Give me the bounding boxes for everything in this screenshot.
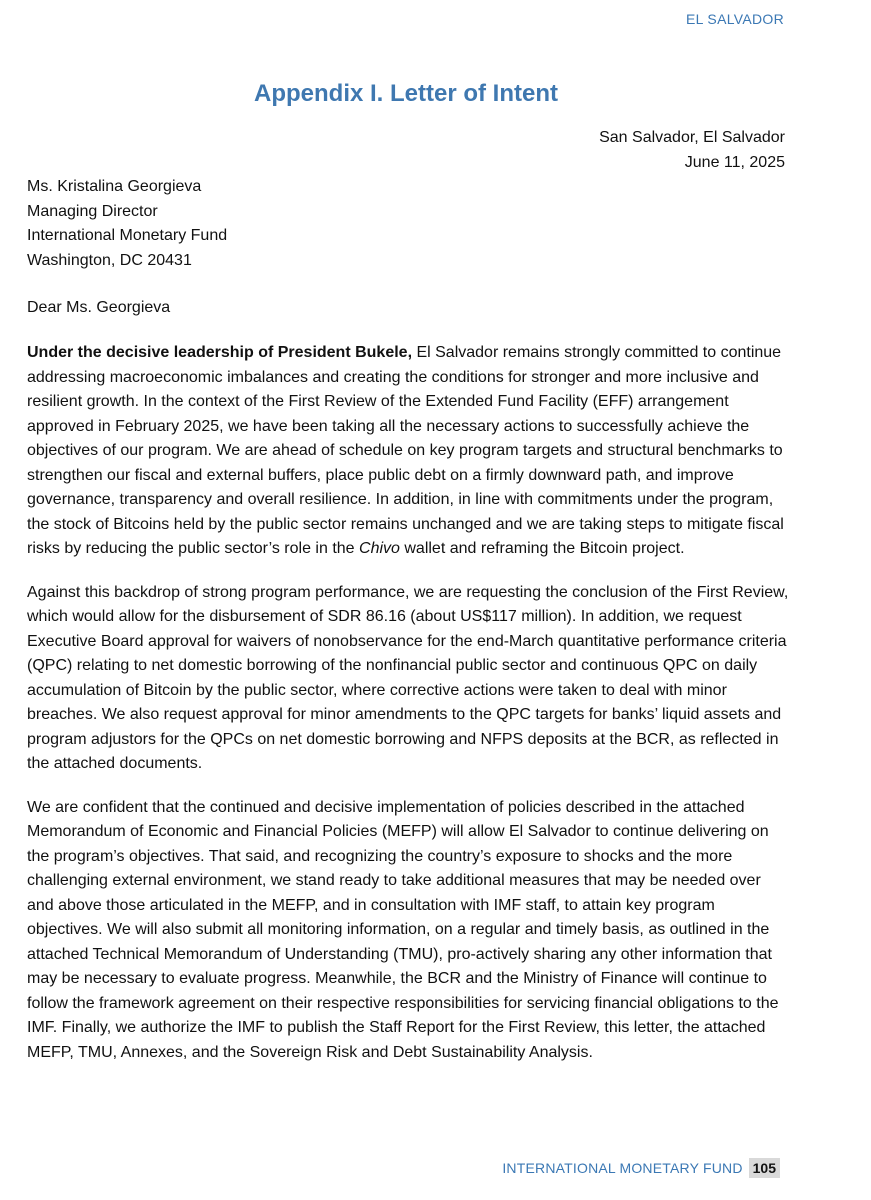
paragraph-1-text-a: El Salvador remains strongly committed to continue addressing macroeconomic imbalances and creating the conditions for stronger and more inclusive and resilient growth. In the context of the First Review of the Extended Fund Facility (EFF) arrangement approved in February 2025, we have been taking all the necessary actions to successfully achieve the objectives of our program. We are ahead of schedule on key program targets and structural benchmarks to strengthen our fiscal and external buffers, place public debt on a firmly downward path, and improve governance, transparency and overall resilience. In addition, in line with commitments under the program, the stock of Bitcoins held by the public sector remains unchanged and we are taking steps to mitigate fiscal risks by reducing the public sector’s role in the [27, 344, 784, 557]
paragraph-2: Against this backdrop of strong program performance, we are requesting the conclusion of the First Review, which would allow for the disbursement of SDR 86.16 (about US$117 million). In addition, we request Executive Board approval for waivers of nonobservance for the end-March quantitative performance criteria (QPC) relating to net domestic borrowing of the nonfinancial public sector and continuous QPC on daily accumulation of Bitcoin by the public sector, where corrective actions were taken to deal with minor breaches. We also request approval for minor amendments to the QPC targets for banks’ liquid assets and program adjustors for the QPCs on net domestic borrowing and NFPS deposits at the BCR, as reflected in the attached documents. [27, 583, 789, 772]
recipient-address [27, 175, 227, 273]
page-number: 105 [749, 1158, 780, 1178]
paragraph-1-text-b: wallet and reframing the Bitcoin project. [399, 540, 685, 557]
letter-date: June 11, 2025 [684, 153, 785, 171]
page-title: Appendix I. Letter of Intent [254, 80, 558, 107]
letter-place: San Salvador, El Salvador [599, 129, 785, 146]
recipient-organization: International Monetary Fund [27, 227, 228, 244]
letter-body [27, 341, 791, 1084]
footer-label: INTERNATIONAL MONETARY FUND [502, 1160, 743, 1176]
paragraph-1 [27, 341, 791, 562]
paragraph-1-lead: Under the decisive leadership of President Bukele, [27, 344, 413, 361]
recipient-name: Ms. Kristalina Georgieva [27, 178, 202, 195]
place-date-block [599, 126, 785, 175]
paragraph-1-emphasis: Chivo [359, 540, 400, 557]
running-header: EL SALVADOR [686, 11, 784, 27]
recipient-position: Managing Director [27, 202, 158, 220]
paragraph-3: We are confident that the continued and decisive implementation of policies described in the attached Memorandum of Economic and Financial Policies (MEFP) will allow El Salvador to continue delivering on the program’s objectives. That said, and recognizing the country’s exposure to shocks and the more challenging external environment, we stand ready to take additional measures that may be needed over and above those articulated in the MEFP, and in consultation with IMF staff, to attain key program objectives. We will also submit all monitoring information, on a regular and timely basis, as outlined in the attached Technical Memorandum of Understanding (TMU), pro-actively sharing any other information that may be necessary to evaluate progress. Meanwhile, the BCR and the Ministry of Finance will continue to follow the framework agreement on their respective responsibilities for servicing financial obligations to the IMF. Finally, we authorize the IMF to publish the Staff Report for the First Review, this letter, the attached MEFP, TMU, Annexes, and the Sovereign Risk and Debt Sustainability Analysis. [27, 798, 779, 1061]
page-footer [502, 1158, 780, 1178]
salutation: Dear Ms. Georgieva [27, 299, 171, 316]
recipient-city: Washington, DC 20431 [27, 251, 192, 269]
